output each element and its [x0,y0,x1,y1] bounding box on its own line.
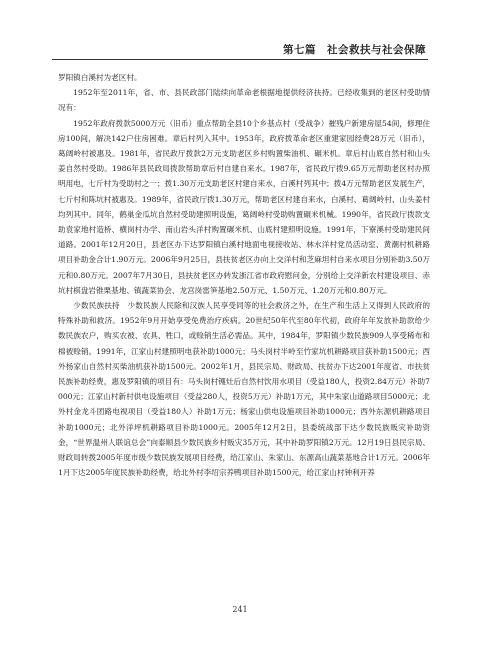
header-divider [52,59,428,60]
page-number: 241 [232,605,248,614]
body-text [58,70,430,480]
paragraph-old-area-aid: 1952年政府拨款5000万元（旧币）重点帮助全县10个乡基点村（受战争）摧残户新建房屋54间，修理住房100间，解决142户住房困难。章后村列入其中。1953年，政府拨革命老区重建家园经费28万元（旧币），葛阔岭村被惠及。1981年，省民政厅拨款2万元支助老区乡村购置柴油机、碾米机。章后村山底自然村和山头姜自然村受助。1986年县民政局拨款帮助章后村自建自来水。1987年，省民政厅拨9.65万元帮助老区村办照明用电，七斤村为受助村之一；拨1.30万元支助老区村建自来水，白溪村列其中；拨4万元帮助老区发展生产，七斤村和陈坑村被惠及。1989年，省民政厅拨1.30万元，帮助老区村建自来水，白溪村、葛阔岭村、山头姜村均列其中。同年，鹤巢金瓜坑自然村受助建照明设施，葛阔岭村受助购置碾米机械。1990年，省民政厅拨款支助袁家地村造桥、横岗村办学、南山岩头洋村购置碾米机、山底村建照明设施。1991年，下寮溪村受助建民间道路。2001年12月20日，县老区办下达罗阳镇白溪村地面电视接收站、林水洋村党员活动室、黄潮村机耕路项目补助金合计1.90万元。2006年9月25日，县扶贫老区办向上交洋村和芝麻坦村自来水项目分别补助3.50万元和0.80万元。2007年7月30日，县扶贫老区办转发浙江省市政府慰问金，分别给上交洋新农村建设项目、赤坑村棋盘岩锥栗基地、镇蔬菜协会、龙宫岗雷笋基地2.50万元、1.50万元、1.20万元和0.80万元。 [58,118,430,295]
paragraph-intro: 1952年至2011年，省、市、县民政部门陆续向革命老根据地提供经济扶持。已经收集到的老区村受助情况有： [58,88,430,113]
paragraph-opening-line: 罗阳镇白溪村为老区村。 [58,73,142,82]
paragraph-ethnic-minority-aid: 少数民族扶持 少数民族人民除和汉族人民享受同等的社会救济之外，在生产和生活上又得到人民政府的特殊补助和救济。1952年9月开始享受免费治疗疾病。20世纪50年代至80年代初，政府年年发放补助款给少数民族农户，购买农被、农具、牲口，或赊销生活必需品。其中，1984年，罗阳镇少数民族909人享受稀布和棉被赊销。1991年，江家山村建照明电获补助1000元；马头岗村半岭至竹家坑机耕路项目获补助1500元；西外杨家山自然村买柴油机获补助1500元。2002年1月，县民宗局、财政局、扶贫办下达2001年度省、市扶贫民族补助经费，惠及罗阳镇的项目有：马头岗村镬灶后自然村饮用水项目（受益180人，投资2.84万元）补助7000元；江家山村新村供电设施项目（受益280人，投资5万元）补助1万元，其中朱家山道路项目5000元；北外村金龙斗团路电视项目（受益180人）补助1万元；杨家山供电设施项目补助1000元；西外东源机耕路项目补助1000元；北外洋坪机耕路项目补助1000元。2005年12月2日，县委统战部下达少数民族贩灾补助资金，“世界温州人联谊总会”向泰顺县少数民族乡村贩灾35万元，其中补助罗阳镇2万元。12月19日县民宗局、财政局转拨2005年度市级少数民族发展项目经费，给江家山、朱家山、东源高山蔬菜基地合计1万元。2006年1月下达2005年度民族补助经费，给北外村李绍宗养鸭项目补助1500元，给江家山村钟利开养 [58,301,430,478]
running-header-chapter-title: 第七篇 社会救扶与社会保障 [283,44,426,56]
